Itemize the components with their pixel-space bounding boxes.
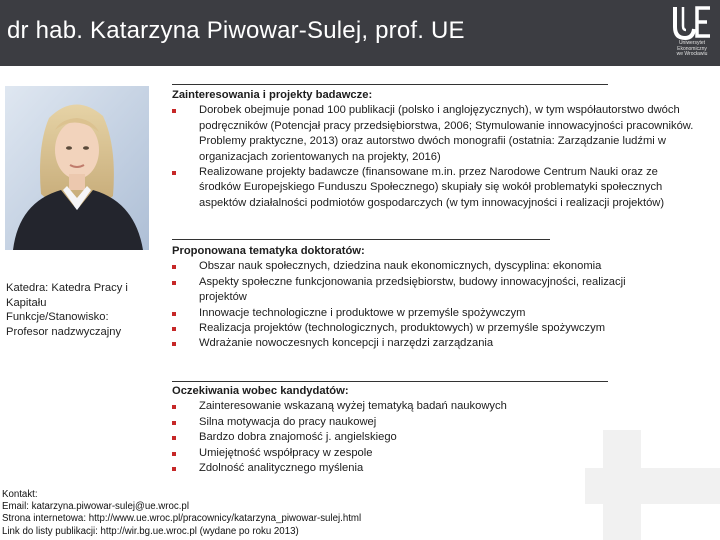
bullet-icon — [172, 452, 176, 456]
topics-heading: Proponowana tematyka doktoratów: — [172, 245, 365, 257]
list-item: Realizowane projekty badawcze (finansowane m.in. przez Narodowe Centrum Nauki oraz ze środków Europejskiego Funduszu Społecznego) skupiały się wokół problematyki społecznych aspektów działalności podmiotów gospodarczych (w tym innowacyjności i realizacji projektów) — [172, 165, 702, 211]
list-item: Dorobek obejmuje ponad 100 publikacji (polsko i anglojęzycznych), w tym współautorstwo dwóch podręczników (Potencjał pracy przedsiębiorstwa, 2006; Stymulowanie innowacyjności pracowników. Problemy praktyczne, 2013) oraz autorstwo dwóch monografii (ostatnia: Zarządzanie ludźmi w organizacjach zorientowanych na projekty, 2016) — [172, 103, 702, 165]
list-item: Innowacje technologiczne i produktowe w przemyśle spożywczym — [172, 306, 657, 321]
list-item: Silna motywacja do pracy naukowej — [172, 415, 642, 430]
logo-line-1: Uniwersytet — [678, 40, 706, 46]
list-item: Aspekty społeczne funkcjonowania przedsiębiorstw, budowy innowacyjności, realizacji projektów — [172, 275, 657, 306]
bullet-icon — [172, 421, 176, 425]
department-info — [6, 281, 156, 339]
bullet-icon — [172, 467, 176, 471]
bullet-icon — [172, 171, 176, 175]
list-item: Umiejętność współpracy w zespole — [172, 446, 642, 461]
list-item: Wdrażanie nowoczesnych koncepcji i narzędzi zarządzania — [172, 336, 657, 351]
list-item: Zainteresowanie wskazaną wyżej tematyką badań naukowych — [172, 399, 642, 414]
logo-line-3: we Wrocławiu — [676, 51, 708, 57]
contact-label: Kontakt: — [2, 489, 38, 500]
list-item: Obszar nauk społecznych, dziedzina nauk ekonomicznych, dyscyplina: ekonomia — [172, 259, 657, 274]
interests-heading: Zainteresowania i projekty badawcze: — [172, 89, 373, 101]
contact-publications-link[interactable]: Link do listy publikacji: http://wir.bg.ue.wroc.pl (wydane po roku 2013) — [2, 525, 299, 537]
contact-website[interactable]: Strona internetowa: http://www.ue.wroc.pl/pracownicy/katarzyna_piwowar-sulej.html — [2, 513, 362, 525]
page-title: dr hab. Katarzyna Piwowar-Sulej, prof. UE — [7, 17, 465, 44]
bullet-icon — [172, 109, 176, 113]
portrait-image — [5, 86, 149, 250]
bullet-icon — [172, 281, 176, 285]
bullet-icon — [172, 405, 176, 409]
logo-line-2: Ekonomiczny — [677, 45, 707, 52]
profile-photo — [5, 86, 149, 250]
department-line-2: Kapitału — [6, 296, 47, 309]
bullet-icon — [172, 312, 176, 316]
expectations-section — [172, 384, 642, 476]
position-value: Profesor nadzwyczajny — [6, 325, 122, 338]
expectations-heading: Oczekiwania wobec kandydatów: — [172, 385, 349, 397]
header-bar — [0, 0, 720, 66]
position-label: Funkcje/Stanowisko: — [6, 311, 109, 323]
divider-interests — [172, 84, 608, 85]
bullet-icon — [172, 327, 176, 331]
list-item: Realizacja projektów (technologicznych, produktowych) w przemyśle spożywczym — [172, 321, 657, 336]
bullet-icon — [172, 436, 176, 440]
bullet-icon — [172, 265, 176, 269]
contact-email[interactable]: Email: katarzyna.piwowar-sulej@ue.wroc.pl — [2, 501, 189, 513]
list-item: Bardzo dobra znajomość j. angielskiego — [172, 430, 642, 445]
ue-logo-icon — [672, 5, 712, 41]
contact-block — [2, 489, 361, 538]
department-line-1: Katedra: Katedra Pracy i — [6, 282, 128, 294]
topics-section — [172, 244, 657, 352]
university-logo — [668, 5, 716, 63]
interests-section — [172, 88, 702, 211]
bullet-icon — [172, 342, 176, 346]
divider-expectations — [172, 381, 608, 382]
list-item: Zdolność analitycznego myślenia — [172, 461, 642, 476]
divider-topics — [172, 239, 550, 240]
